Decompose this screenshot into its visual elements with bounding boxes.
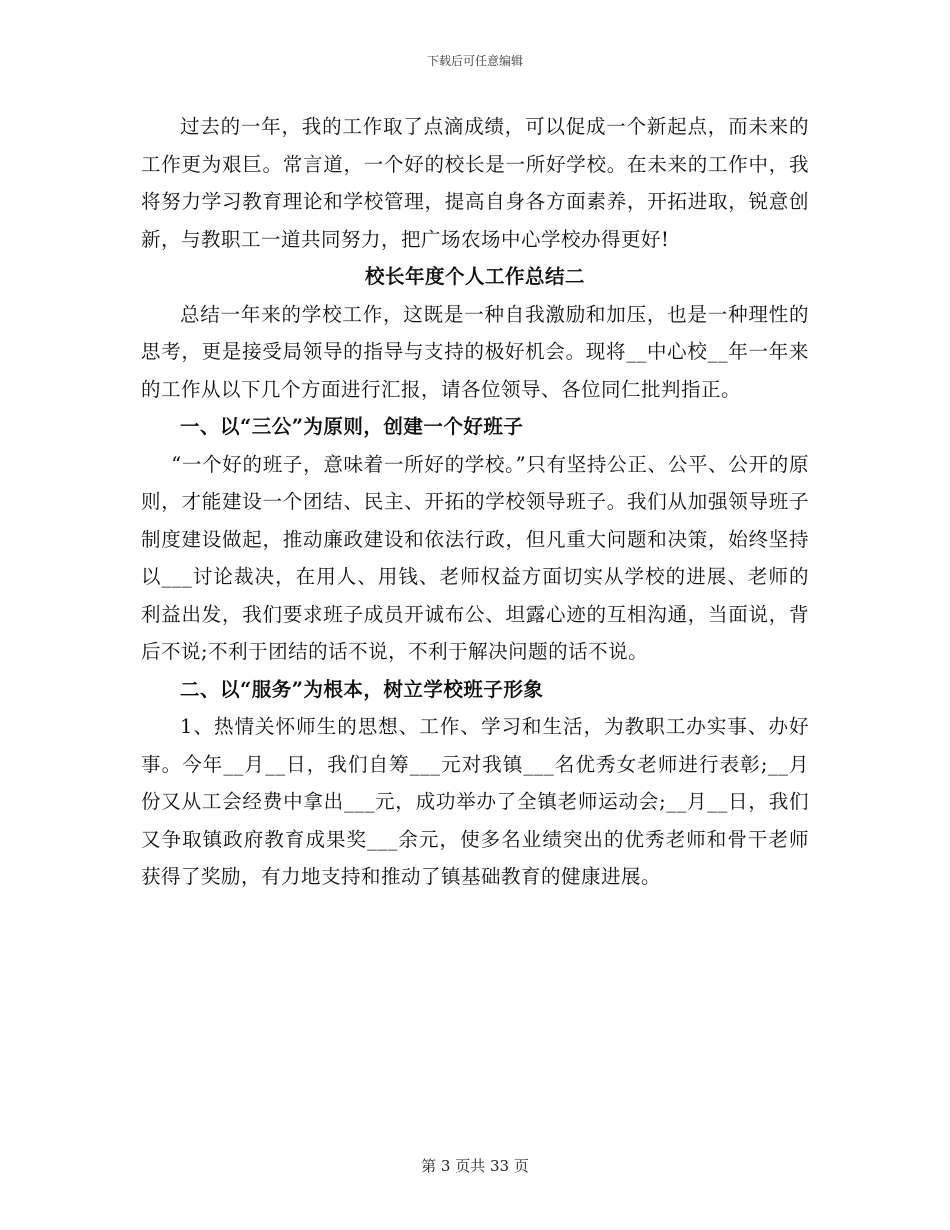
page-header: 下载后可任意编辑 — [426, 54, 523, 68]
paragraph-closing-summary: 过去的一年，我的工作取了点滴成绩，可以促成一个新起点，而未来的工作更为艰巨。常言道，一个好的校长是一所好学校。在未来的工作中，我将努力学习教育理论和学校管理，提高自身各方面素养，开拓进取，锐意创新，与教职工一道共同努力，把广场农场中心学校办得更好! — [141, 115, 809, 251]
paragraph-leadership-team: “一个好的班子，意味着一所好的学校。”只有坚持公正、公平、公开的原则，才能建设一个团结、民主、开拓的学校领导班子。我们从加强领导班子制度建设做起，推动廉政建设和依法行政，但凡重大问题和决策，始终坚持以___讨论裁决，在用人、用钱、老师权益方面切实从学校的进展、老师的利益出发，我们要求班子成员开诚布公、坦露心迹的互相沟通，当面说，背后不说;不利于团结的话不说，不利于解决问题的话不说。 — [141, 452, 809, 663]
heading-service: 二、以“服务”为根本，树立学校班子形象 — [180, 677, 544, 701]
section-title: 校长年度个人工作总结二 — [364, 265, 585, 288]
document-body — [141, 108, 809, 896]
paragraph-introduction: 总结一年来的学校工作，这既是一种自我激励和加压，也是一种理性的思考，更是接受局领导的指导与支持的极好机会。现将__中心校__年一年来的工作从以下几个方面进行汇报，请各位领导、各位同仁批判指正。 — [141, 302, 809, 401]
paragraph-care-for-staff: 1、热情关怀师生的思想、工作、学习和生活，为教职工办实事、办好事。今年__月__日，我们自筹___元对我镇___名优秀女老师进行表彰;__月份又从工会经费中拿出___元，成功举办了全镇老师运动会;__月__日，我们又争取镇政府教育成果奖___余元，使多名业绩突出的优秀老师和骨干老师获得了奖励，有力地支持和推动了镇基础教育的健康进展。 — [141, 715, 809, 888]
heading-three-principles: 一、以“三公”为原则，创建一个好班子 — [180, 415, 524, 438]
page-number: 第 3 页共 33 页 — [421, 1157, 529, 1175]
